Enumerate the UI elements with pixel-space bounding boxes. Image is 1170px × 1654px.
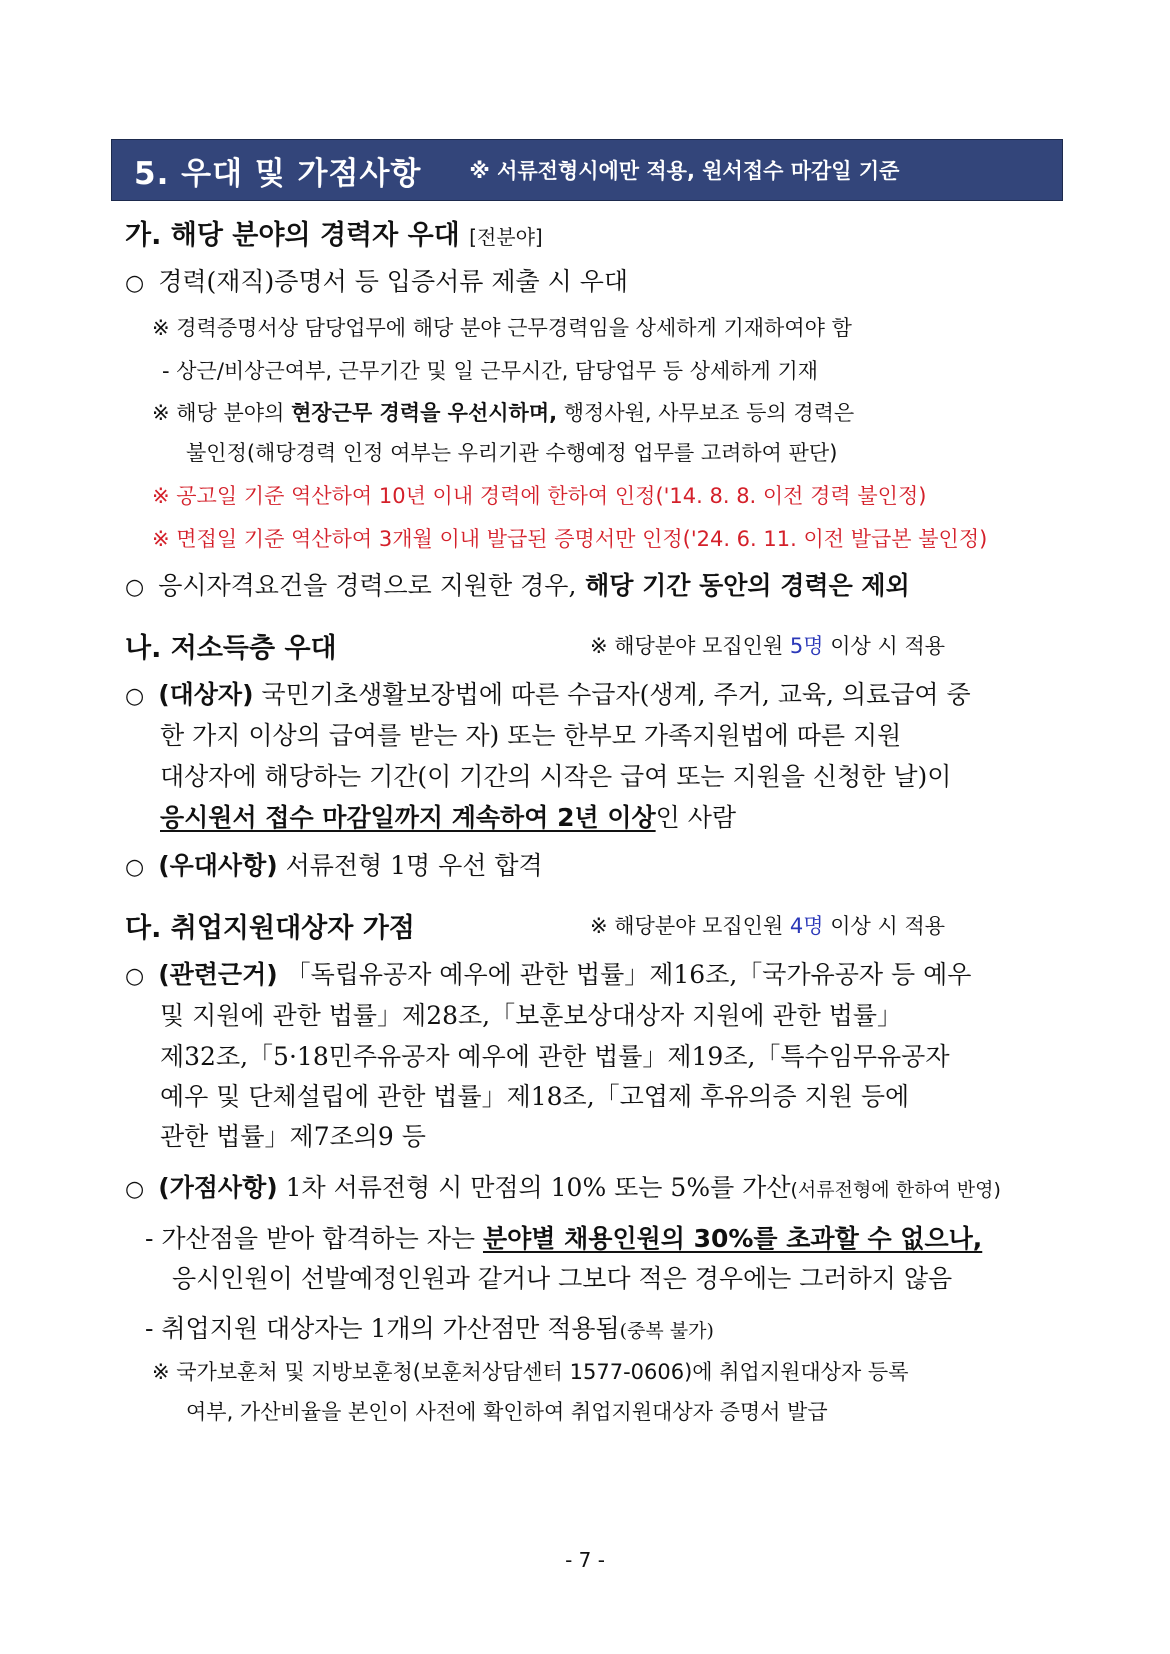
a-red-note-2: ※ 면접일 기준 역산하여 3개월 이내 발급된 증명서만 인정('24. 6. 11. 이전 발급본 불인정): [152, 527, 988, 551]
c-item-1-line3: 제32조,「5·18민주유공자 예우에 관한 법률」제19조,「특수임무유공자: [160, 1042, 950, 1071]
c-dash-1-cont: 응시인원이 선발예정인원과 같거나 그보다 적은 경우에는 그러하지 않음: [172, 1264, 953, 1293]
circle-bullet-icon: ○: [125, 575, 145, 600]
a-item-2: ○ 응시자격요건을 경력으로 지원한 경우, 해당 기간 동안의 경력은 제외: [125, 571, 910, 600]
circle-bullet-icon: ○: [125, 684, 145, 709]
section-note: ※ 서류전형시에만 적용, 원서접수 마감일 기준: [469, 159, 900, 183]
section-title: 5. 우대 및 가점사항: [134, 155, 422, 192]
heading-b: 나. 저소득층 우대: [125, 633, 337, 664]
heading-a-text: 가. 해당 분야의 경력자 우대: [125, 220, 460, 251]
heading-c: 다. 취업지원대상자 가점: [125, 913, 415, 944]
b-item-1-line2: 한 가지 이상의 급여를 받는 자) 또는 한부모 가족지원법에 따른 지원: [160, 721, 902, 750]
c-item-1-line2: 및 지원에 관한 법률」제28조,「보훈보상대상자 지원에 관한 법률」: [160, 1001, 903, 1030]
b-item-1-line4: 응시원서 접수 마감일까지 계속하여 2년 이상인 사람: [160, 803, 737, 832]
a-dash-1: - 상근/비상근여부, 근무기간 및 일 근무시간, 담당업무 등 상세하게 기재: [162, 359, 819, 383]
c-item-1-line4: 예우 및 단체설립에 관한 법률」제18조,「고엽제 후유의증 지원 등에: [160, 1082, 910, 1111]
a-note-1: ※ 경력증명서상 담당업무에 해당 분야 근무경력임을 상세하게 기재하여야 함: [152, 316, 852, 340]
page-number: - 7 -: [565, 1548, 605, 1572]
b-count: 5명: [789, 634, 824, 658]
heading-a: [125, 213, 543, 252]
c-item-2: ○ (가점사항) 1차 서류전형 시 만점의 10% 또는 5%를 가산(서류전형에 한하여 반영): [125, 1173, 1001, 1202]
a-item-1: [125, 262, 628, 298]
c-dash-1: - 가산점을 받아 합격하는 자는 분야별 채용인원의 30%를 초과할 수 없으나,: [145, 1224, 983, 1253]
circle-bullet-icon: ○: [125, 964, 145, 989]
c-count: 4명: [789, 914, 824, 938]
circle-bullet-icon: ○: [125, 271, 145, 296]
a-note-2: ※ 해당 분야의 현장근무 경력을 우선시하며, 행정사원, 사무보조 등의 경력은: [152, 401, 855, 425]
b-item-1-line3: 대상자에 해당하는 기간(이 기간의 시작은 급여 또는 지원을 신청한 날)이: [160, 762, 952, 791]
circle-bullet-icon: ○: [125, 855, 145, 880]
a-note-2-bold: 현장근무 경력을 우선시하며,: [291, 401, 558, 425]
c-note-1-cont: 여부, 가산비율을 본인이 사전에 확인하여 취업지원대상자 증명서 발급: [186, 1400, 828, 1424]
b-item-2: ○ (우대사항) 서류전형 1명 우선 합격: [125, 851, 543, 880]
a-note-2-cont: 불인정(해당경력 인정 여부는 우리기관 수행예정 업무를 고려하여 판단): [186, 441, 838, 465]
c-dash-2: - 취업지원 대상자는 1개의 가산점만 적용됨(중복 불가): [145, 1314, 714, 1343]
circle-bullet-icon: ○: [125, 1177, 145, 1202]
c-note-1: ※ 국가보훈처 및 지방보훈청(보훈처상담센터 1577-0606)에 취업지원대상자 등록: [152, 1360, 909, 1384]
c-item-1: ○ (관련근거) 「독립유공자 예우에 관한 법률」제16조,「국가유공자 등 예우: [125, 960, 972, 989]
heading-c-note: ※ 해당분야 모집인원 4명 이상 시 적용: [590, 914, 946, 938]
a-red-note-1: ※ 공고일 기준 역산하여 10년 이내 경력에 한하여 인정('14. 8. 8. 이전 경력 불인정): [152, 484, 927, 508]
b-item-1: ○ (대상자) 국민기초생활보장법에 따른 수급자(생계, 주거, 교육, 의료급여 중: [125, 680, 971, 709]
heading-b-note: ※ 해당분야 모집인원 5명 이상 시 적용: [590, 634, 946, 658]
c-item-1-line5: 관한 법률」제7조의9 등: [160, 1122, 426, 1151]
a-item-1-text: 경력(재직)증명서 등 입증서류 제출 시 우대: [158, 267, 628, 296]
heading-a-tag: [전분야]: [469, 225, 543, 249]
section-banner: [111, 139, 1063, 201]
